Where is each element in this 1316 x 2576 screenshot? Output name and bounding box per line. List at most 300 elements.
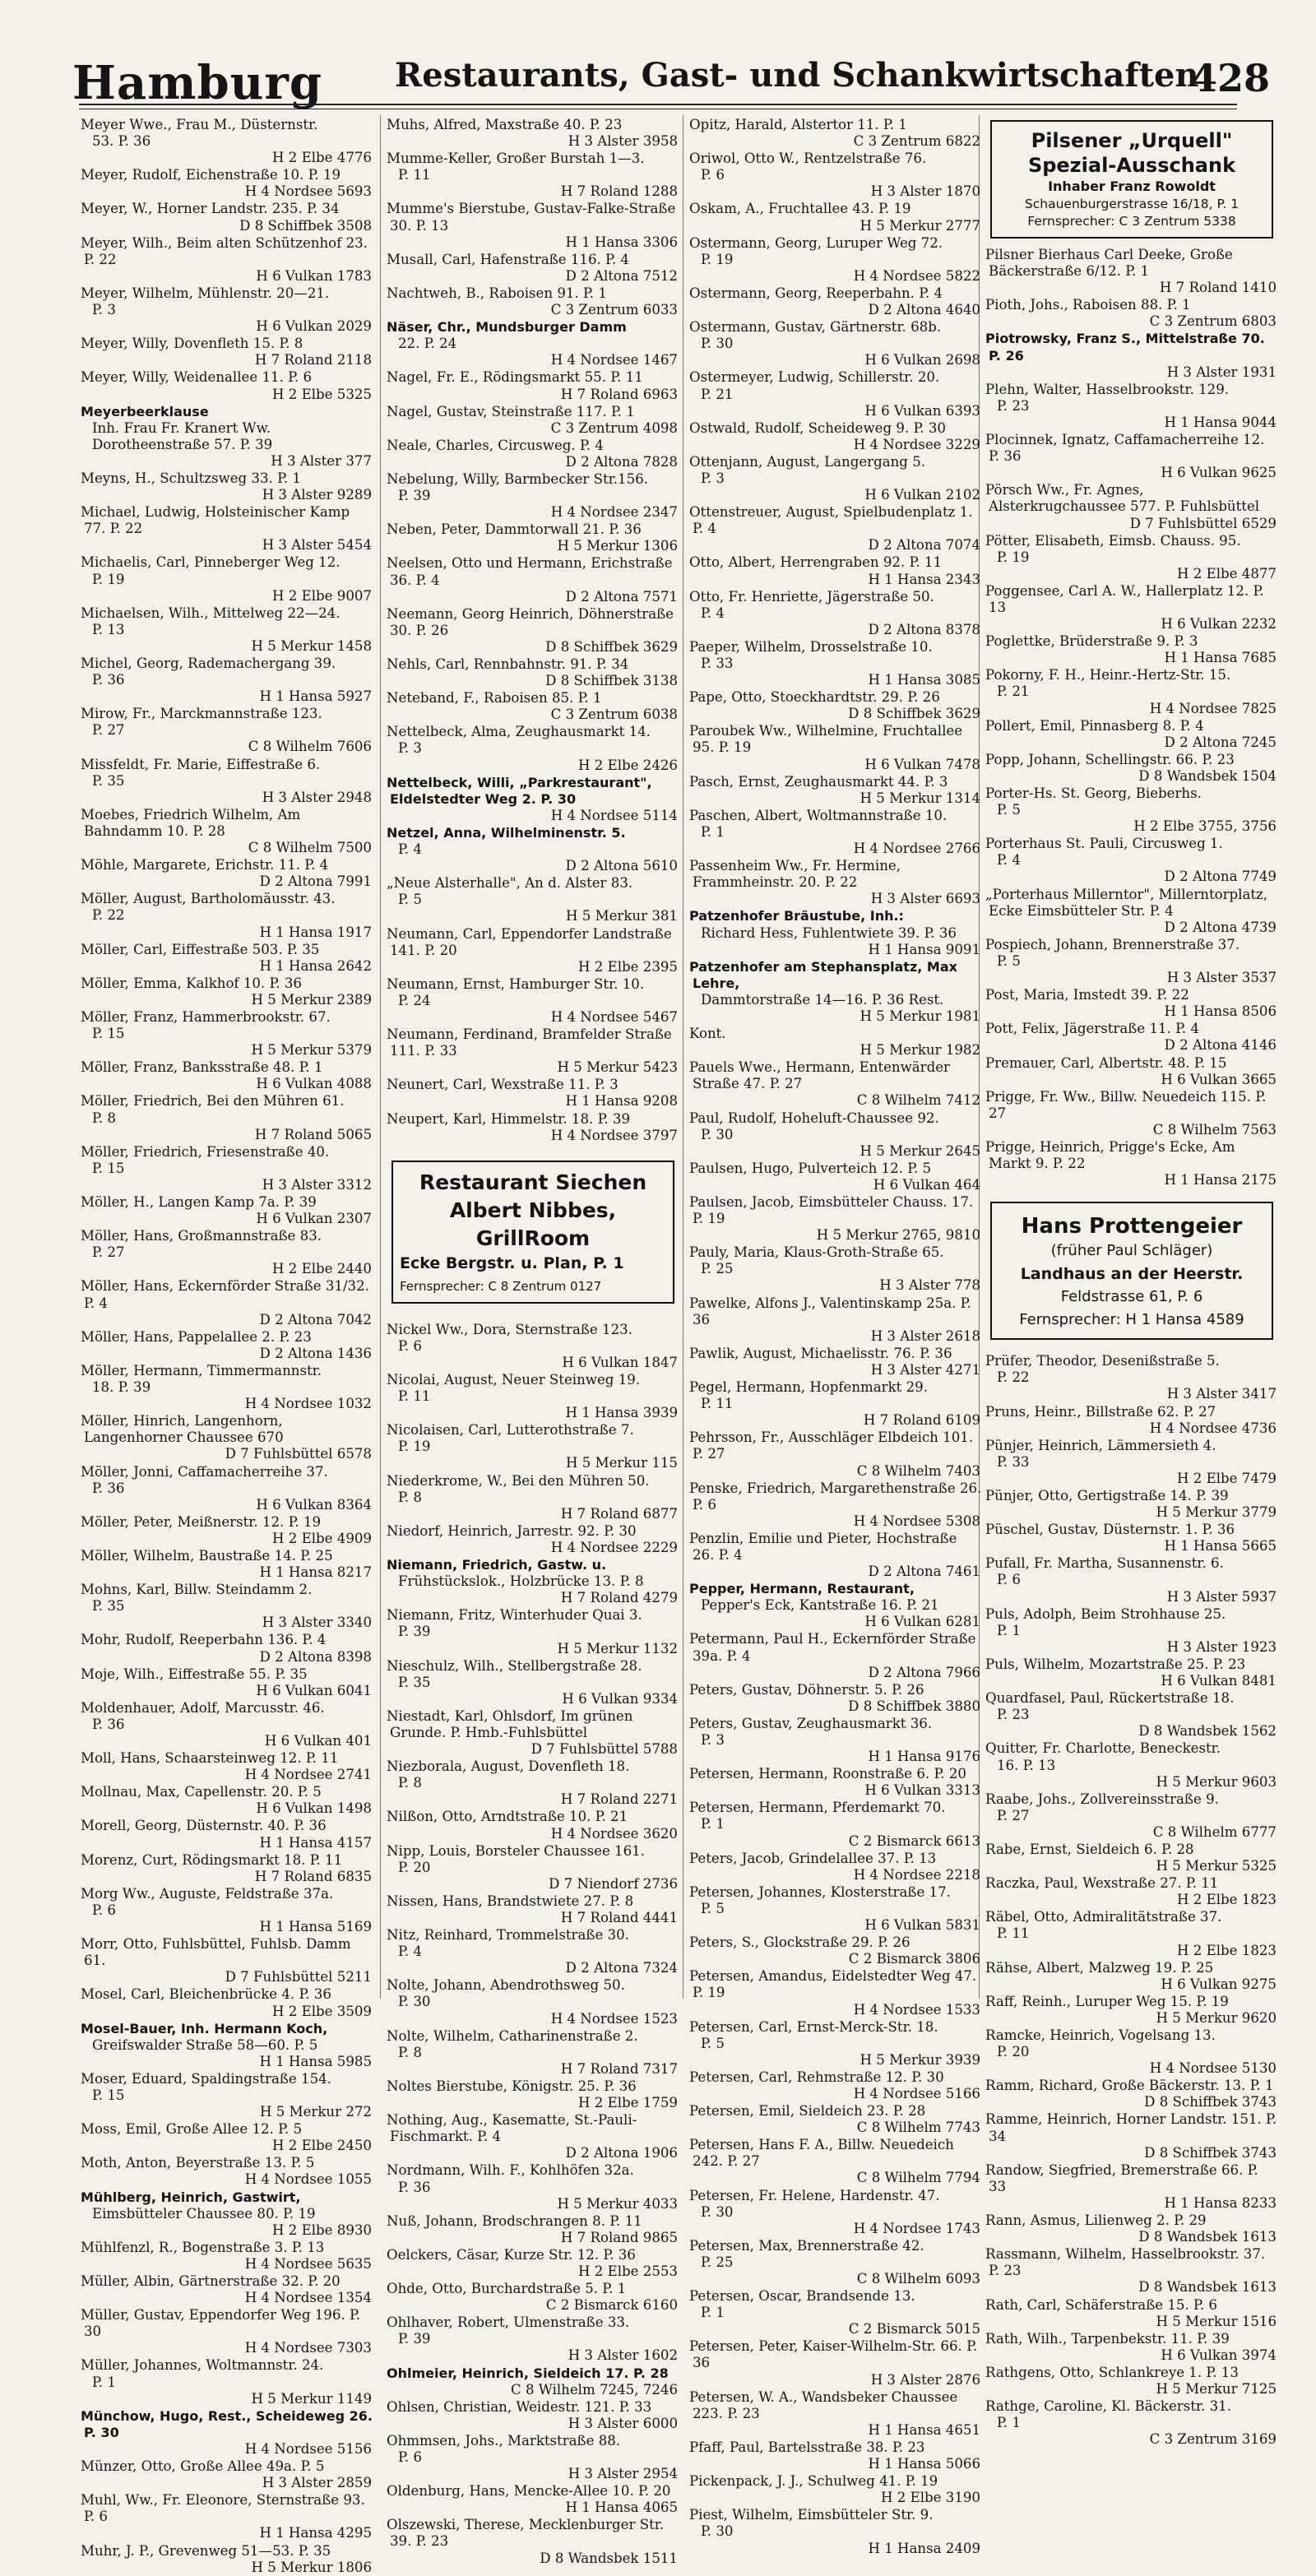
- entry-name: Penzlin, Emilie und Pieter, Hochstraße 26. P. 4: [689, 1530, 957, 1563]
- entry-name: Neunert, Carl, Wexstraße 11. P. 3: [387, 1077, 619, 1093]
- entry-detail: P. 3: [701, 470, 725, 486]
- entry-name: Neale, Charles, Circusweg. P. 4: [387, 437, 604, 453]
- entry-name: Musall, Carl, Hafenstraße 116. P. 4: [387, 251, 629, 267]
- entry-name: Porterhaus St. Pauli, Circusweg 1.: [985, 836, 1223, 852]
- entry-name: Pfaff, Paul, Bartelsstraße 38. P. 23: [689, 2439, 925, 2455]
- entry-name: Otto, Fr. Henriette, Jägerstraße 50.: [689, 588, 934, 605]
- entry-phone: C 3 Zentrum 6038: [550, 707, 678, 723]
- directory-entry: [689, 1800, 982, 1849]
- directory-entry: [985, 633, 1278, 666]
- entry-phone: H 5 Merkur 9603: [1156, 1773, 1277, 1790]
- entry-phone: H 6 Vulkan 464: [873, 1176, 980, 1193]
- directory-entry: [689, 858, 982, 907]
- entry-name: Möller, Jonni, Caffamacherreihe 37.: [81, 1463, 328, 1480]
- entry-name: Petersen, Hermann, Roonstraße 6. P. 20: [689, 1766, 966, 1782]
- directory-entry: [387, 2365, 679, 2398]
- directory-entry: [81, 1278, 373, 1327]
- entry-name: Pasch, Ernst, Zeughausmarkt 44. P. 3: [689, 773, 948, 790]
- entry-name: Poggensee, Carl A. W., Hallerplatz 12. P. 13: [985, 582, 1264, 615]
- entry-name: Möller, August, Bartholomäusstr. 43.: [81, 891, 336, 907]
- entry-phone: D 7 Fuhlsbüttel 6578: [225, 1446, 372, 1462]
- entry-phone: H 5 Merkur 1981: [860, 1008, 980, 1024]
- entry-detail: P. 36: [92, 1716, 125, 1732]
- entry-name: Meyer Wwe., Frau M., Düsternstr.: [81, 117, 318, 132]
- entry-name: Oldenburg, Hans, Mencke-Allee 10. P. 20: [387, 2483, 671, 2500]
- entry-phone: D 2 Altona 4640: [868, 302, 980, 318]
- entry-phone: H 2 Elbe 4877: [1177, 565, 1277, 581]
- entry-phone: D 7 Fuhlsbüttel 6529: [1129, 515, 1277, 531]
- directory-entry: [985, 887, 1278, 936]
- directory-entry: [387, 2281, 679, 2314]
- entry-name: Niezborala, August, Dovenfleth 18.: [387, 1758, 630, 1775]
- directory-entry: [689, 1161, 982, 1193]
- entry-phone: D 8 Wandsbek 1504: [1138, 767, 1277, 784]
- entry-phone: C 2 Bismarck 3806: [848, 1951, 980, 1967]
- entry-name: Pauels Wwe., Hermann, Entenwärder Straße 47. P. 27: [689, 1059, 950, 1092]
- entry-phone: D 8 Schiffbek 3743: [1144, 2144, 1277, 2161]
- entry-name: Muhs, Alfred, Maxstraße 40. P. 23: [387, 117, 623, 132]
- entry-phone: H 5 Merkur 1149: [251, 2390, 372, 2407]
- entry-phone: H 1 Hansa 2642: [259, 957, 372, 974]
- directory-entry: [81, 167, 373, 200]
- entry-detail: P. 3: [92, 302, 116, 318]
- entry-phone: H 5 Merkur 1314: [860, 790, 980, 806]
- directory-entry: [81, 1059, 373, 1092]
- directory-entry: [387, 2078, 679, 2111]
- directory-entry: [387, 2247, 679, 2280]
- entry-detail: P. 11: [398, 1388, 431, 1405]
- directory-entry: [81, 1009, 373, 1059]
- directory-entry: [985, 1994, 1278, 2027]
- entry-detail: P. 6: [997, 1572, 1021, 1588]
- entry-phone: H 5 Merkur 1306: [557, 538, 678, 554]
- directory-entry: [81, 2021, 373, 2070]
- entry-phone: H 4 Nordsee 3229: [853, 436, 980, 452]
- entry-phone: H 3 Alster 3312: [262, 1176, 372, 1193]
- directory-entry: [81, 2357, 373, 2407]
- directory-entry: [387, 976, 679, 1026]
- entry-name: Moll, Hans, Schaarsteinweg 12. P. 11: [81, 1750, 339, 1767]
- entry-phone: H 4 Nordsee 1743: [853, 2220, 980, 2236]
- entry-name: Raczka, Paul, Wexstraße 27. P. 11: [985, 1875, 1219, 1892]
- entry-phone: H 6 Vulkan 4088: [256, 1076, 372, 1092]
- directory-entry: [689, 1716, 982, 1765]
- entry-detail: P. 1: [701, 2305, 725, 2321]
- entry-phone: H 1 Hansa 9208: [565, 1093, 678, 1110]
- entry-detail: P. 33: [997, 1453, 1030, 1470]
- directory-entry: [689, 1581, 982, 1630]
- directory-entry: [387, 2112, 679, 2161]
- directory-entry: [81, 2408, 373, 2458]
- entry-name: Mohns, Karl, Billw. Steindamm 2.: [81, 1582, 313, 1598]
- entry-phone: H 6 Vulkan 3974: [1161, 2347, 1277, 2363]
- directory-entry: [985, 1909, 1278, 1958]
- directory-entry: [387, 656, 679, 689]
- directory-entry: [985, 1740, 1278, 1790]
- entry-phone: H 6 Vulkan 1783: [256, 267, 372, 284]
- entry-name: Premauer, Carl, Albertstr. 48. P. 15: [985, 1054, 1227, 1071]
- directory-entry: [81, 2273, 373, 2306]
- entry-detail: P. 23: [997, 397, 1030, 414]
- entry-phone: H 4 Nordsee 2347: [550, 504, 678, 521]
- entry-name: Nuß, Johann, Brodschrangen 8. P. 11: [387, 2212, 642, 2229]
- entry-name: Möller, Peter, Meißnerstr. 12. P. 19: [81, 1513, 322, 1530]
- directory-entry: [985, 667, 1278, 716]
- directory-entry: [985, 1606, 1278, 1656]
- entry-phone: C 8 Wilhelm 7500: [248, 840, 372, 856]
- entry-phone: H 4 Nordsee 3797: [550, 1127, 678, 1143]
- directory-entry: [985, 2078, 1278, 2110]
- entry-detail: P. 8: [398, 2044, 422, 2060]
- entry-phone: C 2 Bismarck 6613: [848, 1832, 980, 1849]
- directory-entry: [985, 331, 1278, 380]
- directory-entry: [387, 555, 679, 605]
- entry-name: Popp, Johann, Schellingstr. 66. P. 23: [985, 751, 1235, 767]
- entry-name: Peters, S., Glockstraße 29. P. 26: [689, 1934, 911, 1951]
- entry-phone: H 3 Alster 6000: [568, 2415, 678, 2431]
- entry-phone: H 6 Vulkan 2698: [864, 352, 980, 368]
- entry-detail: P. 39: [398, 2331, 431, 2347]
- directory-entry: [387, 1111, 679, 1144]
- entry-name: Randow, Siegfried, Bremerstraße 66. P. 33: [985, 2161, 1258, 2194]
- entry-name: Neumann, Carl, Eppendorfer Landstraße 141. P. 20: [387, 925, 672, 958]
- entry-name: Ohlsen, Christian, Weidestr. 121. P. 33: [387, 2398, 652, 2415]
- entry-name: Petersen, Oscar, Brandsende 13.: [689, 2288, 915, 2305]
- entry-phone: H 5 Merkur 1806: [251, 2559, 372, 2575]
- entry-phone: H 3 Alster 377: [271, 452, 372, 469]
- entry-phone: H 6 Vulkan 8481: [1161, 1673, 1277, 1689]
- entry-phone: H 2 Elbe 2395: [578, 958, 678, 975]
- entry-phone: H 3 Alster 2954: [568, 2466, 678, 2482]
- entry-phone: H 3 Alster 3417: [1166, 1386, 1277, 1402]
- directory-entry: [985, 1488, 1278, 1521]
- entry-name: Mosel, Carl, Bleichenbrücke 4. P. 36: [81, 1986, 331, 2003]
- entry-detail: P. 8: [92, 1110, 116, 1126]
- entry-name: Michael, Ludwig, Holsteinischer Kamp 77. P. 22: [81, 504, 350, 537]
- entry-phone: H 2 Elbe 1759: [578, 2095, 678, 2111]
- directory-entry: [387, 2433, 679, 2482]
- directory-entry: [387, 1708, 679, 1758]
- entry-phone: H 7 Roland 2271: [560, 1791, 678, 1808]
- entry-name: Moje, Wilh., Eiffestraße 55. P. 35: [81, 1666, 308, 1682]
- entry-name: Möhle, Margarete, Erichstr. 11. P. 4: [81, 857, 329, 873]
- entry-name: Pilsner Bierhaus Carl Deeke, Große Bäckerstraße 6/12. P. 1: [985, 247, 1233, 280]
- directory-entry: [387, 404, 679, 437]
- directory-entry: [689, 2137, 982, 2186]
- entry-name: Pawlik, August, Michaelisstr. 76. P. 36: [689, 1345, 952, 1361]
- entry-phone: H 7 Roland 4279: [560, 1590, 678, 1606]
- directory-entry: [985, 1842, 1278, 1874]
- entry-name: Olszewski, Therese, Mecklenburger Str. 39. P. 23: [387, 2517, 665, 2550]
- directory-entry: [387, 285, 679, 318]
- entry-phone: H 5 Merkur 3939: [860, 2051, 980, 2068]
- entry-name: Niemann, Friedrich, Gastw. u.: [387, 1557, 607, 1573]
- entry-name: Pokorny, F. H., Heinr.-Hertz-Str. 15.: [985, 667, 1231, 683]
- entry-detail: P. 6: [398, 1337, 422, 1354]
- entry-phone: H 4 Nordsee 4736: [1149, 1420, 1277, 1436]
- directory-entry: [81, 891, 373, 940]
- directory-entry: [81, 757, 373, 806]
- entry-name: Nolte, Wilhelm, Catharinenstraße 2.: [387, 2027, 638, 2044]
- entry-name: Piotrowsky, Franz S., Mittelstraße 70. P. 26: [985, 331, 1265, 364]
- entry-phone: H 7 Roland 5065: [254, 1126, 372, 1142]
- entry-name: Morell, Georg, Düsternstr. 40. P. 36: [81, 1818, 327, 1834]
- entry-name: Petersen, Peter, Kaiser-Wilhelm-Str. 66. P. 36: [689, 2338, 978, 2371]
- entry-detail: P. 4: [997, 852, 1021, 869]
- entry-name: Puls, Adolph, Beim Strohhause 25.: [985, 1605, 1226, 1622]
- directory-entry: [81, 2307, 373, 2356]
- entry-detail: P. 6: [701, 167, 725, 183]
- entry-name: Moldenhauer, Adolf, Marcusstr. 46.: [81, 1699, 325, 1716]
- entry-name: Ohmmsen, Johs., Marktstraße 88.: [387, 2432, 621, 2449]
- ad-phone: Fernsprecher: H 1 Hansa 4589: [1019, 1311, 1244, 1329]
- entry-phone: H 6 Vulkan 2029: [256, 318, 372, 335]
- entry-detail: 53. P. 36: [92, 133, 151, 150]
- entry-phone: H 1 Hansa 3306: [565, 234, 678, 250]
- entry-phone: C 8 Wilhelm 7794: [856, 2170, 980, 2186]
- entry-detail: P. 23: [997, 1707, 1030, 1723]
- entry-name: Möller, H., Langen Kamp 7a. P. 39: [81, 1194, 317, 1210]
- directory-entry: [81, 1886, 373, 1935]
- entry-detail: P. 13: [92, 621, 125, 637]
- entry-phone: H 6 Vulkan 2307: [256, 1211, 372, 1227]
- entry-phone: H 1 Hansa 4157: [259, 1834, 372, 1851]
- entry-phone: C 8 Wilhelm 7606: [248, 739, 372, 755]
- entry-name: Petersen, Hermann, Pferdemarkt 70.: [689, 1800, 946, 1816]
- directory-entry: [387, 201, 679, 250]
- directory-entry: [81, 1548, 373, 1581]
- directory-entry: [689, 2507, 982, 2556]
- entry-name: Petersen, Hans F. A., Billw. Neuedeich 242. P. 27: [689, 2137, 954, 2170]
- entry-name: Neumann, Ferdinand, Bramfelder Straße 111. P. 33: [387, 1026, 672, 1059]
- entry-phone: D 8 Schiffbek 3743: [1144, 2094, 1277, 2110]
- entry-name: Nettelbeck, Alma, Zeughausmarkt 14.: [387, 724, 651, 740]
- directory-entry: [689, 2338, 982, 2388]
- directory-entry: [387, 775, 679, 824]
- directory-entry: [81, 2071, 373, 2120]
- entry-name: Ohlhaver, Robert, Ulmenstraße 33.: [387, 2314, 630, 2331]
- directory-entry: [985, 1404, 1278, 1437]
- directory-entry: [81, 2121, 373, 2154]
- entry-phone: D 2 Altona 4739: [1164, 919, 1277, 935]
- entry-phone: H 4 Nordsee 5822: [853, 267, 980, 284]
- directory-entry: [689, 235, 982, 285]
- entry-name: Raabe, Johs., Zollvereinsstraße 9.: [985, 1791, 1219, 1807]
- entry-phone: H 3 Alster 6693: [870, 891, 980, 907]
- entry-detail: Frühstückslok., Holzbrücke 13. P. 8: [398, 1573, 644, 1590]
- entry-name: Pörsch Ww., Fr. Agnes, Alsterkrugchaussee 577. P. Fuhlsbüttel: [985, 482, 1260, 515]
- entry-phone: H 4 Nordsee 1032: [244, 1396, 372, 1412]
- directory-entry: [387, 151, 679, 200]
- entry-phone: H 3 Alster 2859: [262, 2475, 372, 2491]
- entry-phone: H 3 Alster 3537: [1166, 970, 1277, 986]
- entry-detail: P. 1: [701, 823, 725, 840]
- entry-phone: H 6 Vulkan 9625: [1161, 465, 1277, 481]
- entry-phone: H 6 Vulkan 2232: [1161, 616, 1277, 632]
- entry-name: Pott, Felix, Jägerstraße 11. P. 4: [985, 1021, 1199, 1037]
- entry-phone: H 7 Roland 2118: [254, 352, 372, 368]
- entry-detail: P. 6: [92, 1902, 116, 1918]
- directory-entry: [387, 319, 679, 368]
- entry-detail: P. 20: [398, 1859, 431, 1875]
- entry-phone: H 5 Merkur 2389: [251, 991, 372, 1008]
- entry-name: Nothing, Aug., Kasematte, St.-Pauli-Fischmarkt. P. 4: [387, 2112, 637, 2145]
- entry-phone: D 8 Wandsbek 1562: [1138, 1723, 1277, 1740]
- directory-entry: [689, 1631, 982, 1680]
- column-4: [985, 117, 1278, 2448]
- entry-name: Oriwol, Otto W., Rentzelstraße 76.: [689, 151, 927, 167]
- entry-name: Prüfer, Theodor, Desenißstraße 5.: [985, 1353, 1220, 1369]
- entry-phone: H 6 Vulkan 7478: [864, 756, 980, 772]
- entry-phone: H 4 Nordsee 7825: [1149, 700, 1277, 716]
- entry-name: Möller, Friedrich, Friesenstraße 40.: [81, 1143, 330, 1160]
- entry-detail: P. 35: [398, 1674, 431, 1690]
- directory-entry: [985, 1055, 1278, 1088]
- directory-entry: [387, 724, 679, 773]
- directory-entry: [81, 1818, 373, 1851]
- entry-phone: H 3 Alster 2948: [262, 789, 372, 805]
- entry-phone: H 1 Hansa 9176: [868, 1749, 980, 1765]
- entry-detail: P. 30: [701, 2203, 734, 2220]
- entry-phone: H 3 Alster 4271: [870, 1361, 980, 1378]
- entry-name: Möller, Emma, Kalkhof 10. P. 36: [81, 975, 302, 991]
- entry-name: Rähse, Albert, Malzweg 19. P. 25: [985, 1959, 1214, 1976]
- entry-name: Netzel, Anna, Wilhelminenstr. 5.: [387, 824, 626, 841]
- column-2-part-a: [387, 117, 679, 1144]
- entry-name: „Porterhaus Millerntor", Millerntorplatz, Ecke Eimsbütteler Str. P. 4: [985, 886, 1268, 919]
- directory-entry: [81, 1852, 373, 1885]
- entry-phone: H 5 Merkur 9620: [1156, 2009, 1277, 2026]
- directory-entry: [81, 1144, 373, 1193]
- entry-detail: P. 36: [92, 1480, 125, 1496]
- directory-entry: [985, 1555, 1278, 1605]
- directory-entry: [985, 1438, 1278, 1487]
- entry-name: Ramm, Richard, Große Bäckerstr. 13. P. 1: [985, 2078, 1274, 2094]
- entry-phone: H 6 Vulkan 1498: [256, 1800, 372, 1817]
- entry-name: Pötter, Elisabeth, Eimsb. Chauss. 95.: [985, 532, 1241, 549]
- entry-name: Neupert, Karl, Himmelstr. 18. P. 39: [387, 1110, 631, 1127]
- entry-phone: D 2 Altona 7991: [259, 873, 372, 890]
- entry-phone: H 6 Vulkan 6393: [864, 402, 980, 419]
- directory-entry: [985, 2297, 1278, 2330]
- entry-phone: H 4 Nordsee 1354: [244, 2290, 372, 2306]
- entry-name: Mühlberg, Heinrich, Gastwirt,: [81, 2189, 301, 2205]
- header-rule: [79, 104, 1237, 105]
- entry-name: Meyer, Rudolf, Eichenstraße 10. P. 19: [81, 167, 341, 183]
- entry-name: Meyer, Willy, Weidenallee 11. P. 6: [81, 369, 313, 386]
- entry-phone: D 2 Altona 7571: [565, 588, 678, 605]
- entry-phone: D 8 Wandsbek 1613: [1138, 2279, 1277, 2296]
- entry-phone: H 1 Hansa 5066: [868, 2456, 980, 2472]
- entry-phone: H 1 Hansa 8233: [1164, 2194, 1277, 2211]
- entry-name: Piest, Wilhelm, Eimsbütteler Str. 9.: [689, 2507, 934, 2523]
- entry-phone: H 4 Nordsee 2229: [550, 1539, 678, 1555]
- entry-detail: P. 1: [92, 2374, 116, 2390]
- directory-entry: [387, 1927, 679, 1976]
- directory-entry: [689, 723, 982, 772]
- column-4-part-a: [985, 247, 1278, 1188]
- ad-phone: Fernsprecher: C 8 Zentrum 0127: [400, 1278, 602, 1294]
- entry-phone: H 5 Merkur 5325: [1156, 1858, 1277, 1874]
- entry-phone: H 2 Elbe 5325: [272, 386, 372, 402]
- entry-name: Pawelke, Alfons J., Valentinskamp 25a. P. 36: [689, 1295, 971, 1327]
- entry-phone: H 1 Hansa 5665: [1164, 1538, 1277, 1554]
- entry-phone: H 7 Roland 1410: [1159, 280, 1277, 296]
- entry-name: „Neue Alsterhalle", An d. Alster 83.: [387, 875, 633, 892]
- entry-phone: H 5 Merkur 2645: [860, 1142, 980, 1159]
- entry-phone: D 2 Altona 8398: [259, 1648, 372, 1665]
- entry-detail: Greifswalder Straße 58—60. P. 5: [92, 2036, 318, 2053]
- entry-name: Nagel, Fr. E., Rödingsmarkt 55. P. 11: [387, 369, 643, 386]
- entry-name: Pepper, Hermann, Restaurant,: [689, 1581, 915, 1597]
- entry-name: Patzenhofer Bräustube, Inh.:: [689, 908, 904, 924]
- directory-entry: [387, 1557, 679, 1606]
- directory-entry: [985, 2246, 1278, 2296]
- entry-phone: H 6 Vulkan 8364: [256, 1496, 372, 1513]
- entry-name: Möller, Hermann, Timmermannstr.: [81, 1362, 322, 1378]
- entry-detail: P. 22: [92, 907, 125, 924]
- entry-phone: D 2 Altona 7512: [565, 267, 678, 284]
- entry-phone: D 2 Altona 7245: [1164, 734, 1277, 750]
- entry-name: Passenheim Ww., Fr. Hermine, Frammheinstr. 20. P. 22: [689, 858, 901, 891]
- ad-phone: Fernsprecher: C 3 Zentrum 5338: [1027, 214, 1236, 229]
- entry-detail: P. 25: [701, 1261, 734, 1277]
- entry-detail: P. 21: [997, 683, 1030, 700]
- directory-entry: [689, 117, 982, 150]
- directory-entry: [985, 297, 1278, 330]
- entry-phone: D 2 Altona 1906: [565, 2145, 678, 2161]
- entry-name: Poglettke, Brüderstraße 9. P. 3: [985, 633, 1198, 650]
- entry-name: Pehrsson, Fr., Ausschläger Elbdeich 101. P. 27: [689, 1429, 974, 1462]
- entry-name: Räbel, Otto, Admiralitätstraße 37.: [985, 1909, 1222, 1925]
- entry-detail: P. 27: [92, 1244, 125, 1261]
- directory-entry: [985, 1690, 1278, 1740]
- directory-entry: [81, 1582, 373, 1631]
- entry-name: Ohlmeier, Heinrich, Sieldeich 17. P. 28: [387, 2365, 669, 2381]
- entry-phone: C 2 Bismarck 5015: [848, 2321, 980, 2337]
- entry-phone: H 4 Nordsee 2741: [244, 1767, 372, 1783]
- entry-name: Michaelis, Carl, Pinneberger Weg 12.: [81, 554, 341, 571]
- directory-entry: [387, 438, 679, 470]
- entry-name: Niestadt, Karl, Ohlsdorf, Im grünen Grunde. P. Hmb.-Fuhlsbüttel: [387, 1707, 633, 1740]
- entry-phone: H 1 Hansa 9044: [1164, 414, 1277, 430]
- directory-entry: [81, 1464, 373, 1513]
- directory-entry: [985, 432, 1278, 481]
- directory-entry: [387, 252, 679, 285]
- directory-entry: [985, 1656, 1278, 1689]
- entry-detail: P. 21: [701, 386, 734, 402]
- entry-phone: H 6 Vulkan 9275: [1161, 1976, 1277, 1992]
- entry-name: Pioth, Johs., Raboisen 88. P. 1: [985, 297, 1191, 313]
- entry-name: Rathge, Caroline, Kl. Bäckerstr. 31.: [985, 2398, 1231, 2415]
- entry-detail: 22. P. 24: [398, 336, 457, 352]
- directory-entry: [985, 2027, 1278, 2077]
- directory-entry: [387, 2517, 679, 2566]
- entry-name: Mumme's Bierstube, Gustav-Falke-Straße 30. P. 13: [387, 201, 676, 234]
- entry-phone: H 4 Nordsee 1523: [550, 2010, 678, 2027]
- entry-phone: D 8 Wandsbek 1511: [540, 2550, 678, 2566]
- directory-entry: [387, 521, 679, 554]
- directory-entry: [81, 554, 373, 604]
- entry-name: Meyer, Wilh., Beim alten Schützenhof 23. P. 22: [81, 234, 368, 267]
- directory-entry: [689, 589, 982, 638]
- directory-entry: [985, 2212, 1278, 2245]
- entry-detail: P. 27: [997, 1807, 1030, 1823]
- entry-phone: H 4 Nordsee 1467: [550, 352, 678, 368]
- directory-entry: [985, 937, 1278, 986]
- entry-name: Möller, Franz, Banksstraße 48. P. 1: [81, 1059, 323, 1076]
- entry-name: Ostwald, Rudolf, Scheideweg 9. P. 30: [689, 419, 946, 436]
